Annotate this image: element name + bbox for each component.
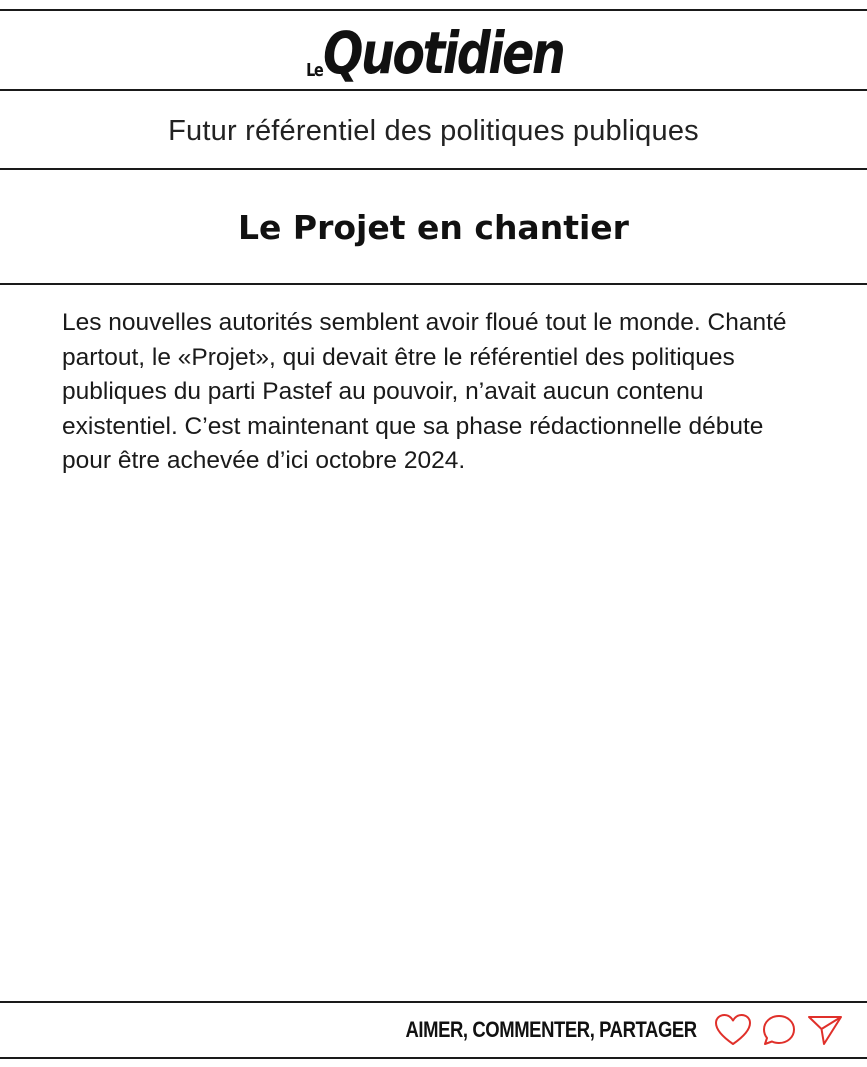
article-headline: Le Projet en chantier (238, 207, 629, 247)
top-rule (0, 9, 867, 11)
newspaper-logo[interactable] (304, 19, 564, 90)
engagement-cta: AIMER, COMMENTER, PARTAGER (405, 1017, 697, 1042)
headline-rule (0, 283, 867, 285)
footer-top-rule (0, 1001, 867, 1003)
masthead (0, 12, 867, 90)
article-body: Les nouvelles autorités semblent avoir floué tout le monde. Chanté partout, le «Projet», qui devait être le référentiel des politiques publiques du parti Pastef au pouvoir, n’avait aucun contenu existentiel. C’est maintenant que sa phase rédactionnelle débute pour être achevée d’ici octobre 2024. (62, 309, 787, 474)
share-icon[interactable] (805, 1012, 845, 1048)
engagement-bar (0, 1004, 867, 1056)
kicker-rule (0, 168, 867, 170)
masthead-rule (0, 89, 867, 91)
heart-icon[interactable] (713, 1012, 753, 1048)
comment-icon[interactable] (759, 1012, 799, 1048)
logo-name: Quotidien (322, 19, 564, 87)
footer-bottom-rule (0, 1057, 867, 1059)
logo-prefix: Le (306, 60, 323, 81)
article-kicker: Futur référentiel des politiques publiques (168, 114, 699, 147)
